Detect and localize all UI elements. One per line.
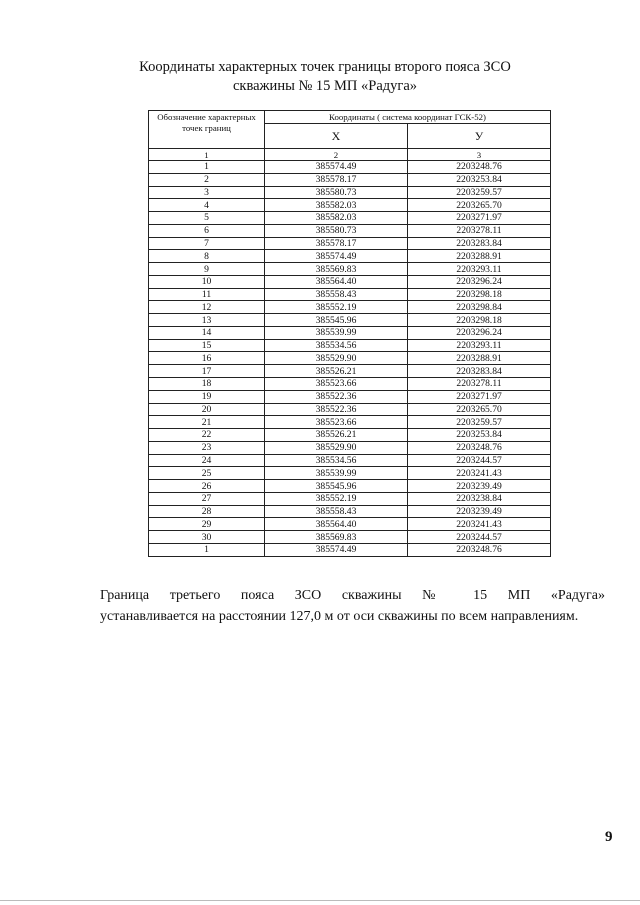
x-coordinate-cell: 385574.49 [265, 250, 408, 263]
title-line-1: Координаты характерных точек границы второго пояса ЗСО [139, 59, 511, 75]
point-number-cell: 18 [149, 378, 265, 391]
coordinates-header: Координаты ( система координат ГСК-52) [265, 111, 551, 124]
x-coordinate-cell: 385574.49 [265, 543, 408, 556]
table-row [149, 505, 551, 518]
y-coordinate-cell: 2203238.84 [408, 492, 551, 505]
point-number-cell: 27 [149, 492, 265, 505]
page-bottom-edge [0, 900, 640, 901]
table-row [149, 275, 551, 288]
point-number-cell: 26 [149, 480, 265, 493]
table-row [149, 173, 551, 186]
x-coordinate-cell: 385582.03 [265, 199, 408, 212]
coordinates-table-body [149, 161, 551, 557]
y-coordinate-cell: 2203248.76 [408, 543, 551, 556]
table-row [149, 301, 551, 314]
x-coordinate-cell: 385569.83 [265, 531, 408, 544]
point-number-cell: 4 [149, 199, 265, 212]
x-coordinate-cell: 385545.96 [265, 480, 408, 493]
y-coordinate-cell: 2203244.57 [408, 531, 551, 544]
y-coordinate-cell: 2203248.76 [408, 161, 551, 174]
x-coordinate-cell: 385534.56 [265, 454, 408, 467]
page-number: 9 [605, 829, 613, 845]
title-line-2: скважины № 15 МП «Радуга» [232, 78, 418, 94]
point-number-cell: 3 [149, 186, 265, 199]
third-zone-paragraph [100, 585, 605, 627]
point-number-cell: 20 [149, 403, 265, 416]
point-number-cell: 13 [149, 314, 265, 327]
point-number-cell: 15 [149, 339, 265, 352]
x-coordinate-cell: 385580.73 [265, 224, 408, 237]
table-row [149, 288, 551, 301]
x-coordinate-cell: 385529.90 [265, 441, 408, 454]
y-coordinate-cell: 2203298.18 [408, 314, 551, 327]
y-coordinate-cell: 2203239.49 [408, 505, 551, 518]
y-coordinate-cell: 2203259.57 [408, 186, 551, 199]
table-row [149, 365, 551, 378]
point-number-cell: 28 [149, 505, 265, 518]
y-coordinate-cell: 2203296.24 [408, 275, 551, 288]
table-row [149, 161, 551, 174]
table-row [149, 416, 551, 429]
y-coordinate-cell: 2203265.70 [408, 199, 551, 212]
table-row [149, 186, 551, 199]
x-coordinate-cell: 385578.17 [265, 237, 408, 250]
y-coordinate-cell: 2203278.11 [408, 224, 551, 237]
y-coordinate-cell: 2203259.57 [408, 416, 551, 429]
x-coordinate-cell: 385552.19 [265, 301, 408, 314]
y-coordinate-cell: 2203241.43 [408, 467, 551, 480]
x-column-header: Х [265, 124, 408, 149]
point-number-cell: 1 [149, 161, 265, 174]
paragraph-line-1: Граница третьего пояса ЗСО скважины № 15 МП «Радуга» [100, 588, 605, 603]
y-coordinate-cell: 2203283.84 [408, 237, 551, 250]
column-number-3: 3 [408, 149, 551, 161]
x-coordinate-cell: 385539.99 [265, 467, 408, 480]
y-column-header: У [408, 124, 551, 149]
y-coordinate-cell: 2203278.11 [408, 378, 551, 391]
table-row [149, 531, 551, 544]
point-number-cell: 6 [149, 224, 265, 237]
point-number-cell: 7 [149, 237, 265, 250]
x-coordinate-cell: 385569.83 [265, 263, 408, 276]
point-number-cell: 12 [149, 301, 265, 314]
x-coordinate-cell: 385529.90 [265, 352, 408, 365]
x-coordinate-cell: 385534.56 [265, 339, 408, 352]
table-row [149, 492, 551, 505]
column-number-2: 2 [265, 149, 408, 161]
table-row [149, 326, 551, 339]
x-coordinate-cell: 385558.43 [265, 505, 408, 518]
point-number-cell: 17 [149, 365, 265, 378]
coordinates-table [148, 110, 551, 557]
y-coordinate-cell: 2203293.11 [408, 339, 551, 352]
table-row [149, 212, 551, 225]
y-coordinate-cell: 2203298.18 [408, 288, 551, 301]
point-number-cell: 21 [149, 416, 265, 429]
y-coordinate-cell: 2203288.91 [408, 352, 551, 365]
table-row [149, 403, 551, 416]
x-coordinate-cell: 385578.17 [265, 173, 408, 186]
point-number-cell: 9 [149, 263, 265, 276]
x-coordinate-cell: 385580.73 [265, 186, 408, 199]
point-number-cell: 23 [149, 441, 265, 454]
x-coordinate-cell: 385526.21 [265, 365, 408, 378]
table-row [149, 480, 551, 493]
table-row [149, 429, 551, 442]
document-title [90, 58, 560, 96]
y-coordinate-cell: 2203296.24 [408, 326, 551, 339]
x-coordinate-cell: 385539.99 [265, 326, 408, 339]
table-row [149, 339, 551, 352]
x-coordinate-cell: 385564.40 [265, 275, 408, 288]
column-number-1: 1 [149, 149, 265, 161]
x-coordinate-cell: 385526.21 [265, 429, 408, 442]
point-number-cell: 2 [149, 173, 265, 186]
point-number-cell: 5 [149, 212, 265, 225]
table-row [149, 543, 551, 556]
table-row [149, 314, 551, 327]
y-coordinate-cell: 2203271.97 [408, 390, 551, 403]
y-coordinate-cell: 2203253.84 [408, 173, 551, 186]
x-coordinate-cell: 385545.96 [265, 314, 408, 327]
y-coordinate-cell: 2203288.91 [408, 250, 551, 263]
table-row [149, 454, 551, 467]
point-number-cell: 11 [149, 288, 265, 301]
y-coordinate-cell: 2203293.11 [408, 263, 551, 276]
table-row [149, 467, 551, 480]
x-coordinate-cell: 385558.43 [265, 288, 408, 301]
y-coordinate-cell: 2203248.76 [408, 441, 551, 454]
x-coordinate-cell: 385552.19 [265, 492, 408, 505]
point-number-cell: 10 [149, 275, 265, 288]
x-coordinate-cell: 385522.36 [265, 390, 408, 403]
y-coordinate-cell: 2203253.84 [408, 429, 551, 442]
table-row [149, 518, 551, 531]
y-coordinate-cell: 2203271.97 [408, 212, 551, 225]
paragraph-line-2: устанавливается на расстоянии 127,0 м от оси скважины по всем направлениям. [100, 609, 579, 624]
x-coordinate-cell: 385523.66 [265, 416, 408, 429]
point-number-cell: 8 [149, 250, 265, 263]
y-coordinate-cell: 2203241.43 [408, 518, 551, 531]
x-coordinate-cell: 385522.36 [265, 403, 408, 416]
point-number-cell: 29 [149, 518, 265, 531]
y-coordinate-cell: 2203239.49 [408, 480, 551, 493]
x-coordinate-cell: 385564.40 [265, 518, 408, 531]
point-number-cell: 22 [149, 429, 265, 442]
y-coordinate-cell: 2203283.84 [408, 365, 551, 378]
point-number-cell: 25 [149, 467, 265, 480]
point-number-cell: 14 [149, 326, 265, 339]
table-row [149, 237, 551, 250]
x-coordinate-cell: 385523.66 [265, 378, 408, 391]
point-number-cell: 16 [149, 352, 265, 365]
table-row [149, 250, 551, 263]
table-row [149, 199, 551, 212]
point-number-cell: 24 [149, 454, 265, 467]
x-coordinate-cell: 385582.03 [265, 212, 408, 225]
table-row [149, 390, 551, 403]
designation-header: Обозначение характерных точек границ [149, 111, 265, 149]
table-row [149, 224, 551, 237]
point-number-cell: 1 [149, 543, 265, 556]
table-row [149, 378, 551, 391]
x-coordinate-cell: 385574.49 [265, 161, 408, 174]
table-row [149, 441, 551, 454]
y-coordinate-cell: 2203265.70 [408, 403, 551, 416]
y-coordinate-cell: 2203244.57 [408, 454, 551, 467]
y-coordinate-cell: 2203298.84 [408, 301, 551, 314]
point-number-cell: 19 [149, 390, 265, 403]
table-row [149, 263, 551, 276]
point-number-cell: 30 [149, 531, 265, 544]
table-row [149, 352, 551, 365]
